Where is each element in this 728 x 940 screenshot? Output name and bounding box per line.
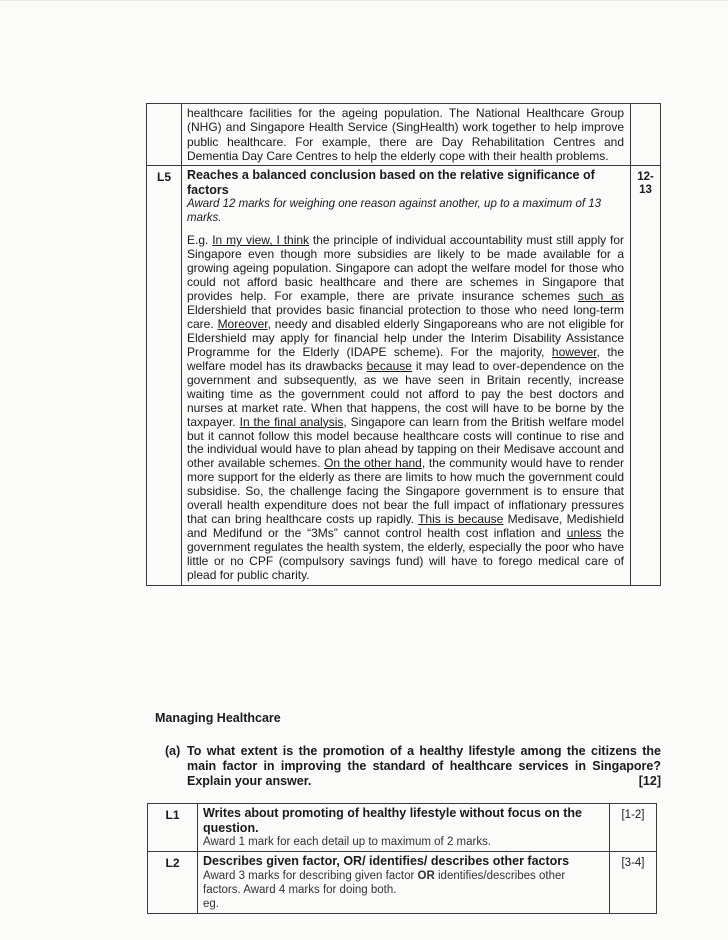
descriptor-cell [198, 852, 610, 914]
connective: In my view, I think [212, 233, 310, 248]
connective: such as [577, 289, 625, 303]
page-edge [0, 0, 728, 1]
question-label: (a) [165, 744, 181, 758]
connective: This is because [418, 512, 504, 527]
section-title: Managing Healthcare [155, 711, 281, 725]
level-label: L1 [148, 804, 198, 852]
level-criterion: Describes given factor, OR/ identifies/ describes other factors [203, 854, 570, 868]
connective: because [366, 358, 412, 373]
level-label: L5 [147, 166, 182, 586]
level-cell [147, 104, 182, 166]
descriptor-cell [198, 804, 610, 852]
example-label: eg. [203, 897, 219, 910]
award-instruction: Award 1 mark for each detail up to maximum of 2 marks. [203, 836, 492, 848]
table-row [147, 104, 661, 166]
level-criterion: Writes about promoting of healthy lifestyle without focus on the question. [203, 806, 582, 835]
marks-label: [1-2] [610, 804, 657, 852]
table-row [148, 804, 657, 852]
mark-scheme-table [147, 803, 657, 914]
connective: In the final analysis [239, 414, 344, 429]
table-row [147, 166, 661, 586]
table-row [148, 852, 657, 914]
descriptor-cell [182, 104, 631, 166]
question-text: To what extent is the promotion of a healthy lifestyle among the citizens the main factor in improving the standard of healthcare services in Singapore? Explain your answer. [187, 744, 661, 788]
exam-question [165, 744, 661, 789]
marks-cell [631, 104, 661, 166]
marks-label: [3-4] [610, 852, 657, 914]
level-criterion: Reaches a balanced conclusion based on the relative significance of factors [187, 168, 595, 197]
mark-scheme-table-continued [146, 103, 661, 586]
connective: however [551, 344, 597, 359]
marks-label: 12-13 [631, 166, 661, 586]
connective: unless [566, 526, 602, 541]
continuation-text: healthcare facilities for the ageing population. The National Healthcare Group (NHG) and Singapore Health Service (SingHealth) work together to help improve public healthcare. For example, there are Day Rehabilitation Centres and Dementia Day Care Centres to help the elderly cope with their health problems. [187, 106, 624, 163]
connective: On the other hand [324, 456, 422, 471]
sample-answer: E.g. In my view, I think the principle of individual accountability must still apply for Singapore even though more subsidies are likely to be made available for a growing ageing population. Singapore can adopt the welfare model for those who could not afford basic healthcare and there are schemes in Singapore that provides help. For example, there are private insurance schemes such as Eldershield that provides basic financial protection to those who need long-term care. Moreover, needy and disabled elderly Singaporeans who are not eligible for Eldershield may apply for financial help under the Interim Disability Assistance Programme for the Elderly (IDAPE scheme). For the majority, however, the welfare model has its drawbacks because it may lead to over-dependence on the government and subsequently, as we have seen in Britain recently, increase waiting time as the government could not afford to pay the best doctors and nurses at market rate. When that happens, the cost will have to be borne by the taxpayer. In the final analysis, Singapore can learn from the British welfare model but it cannot follow this model because healthcare costs will continue to rise and the individual would have to plan ahead by tapping on their Medisave account and other available schemes. On the other hand, the community would have to render more support for the elderly as there are limits to how much the government could subsidise. So, the challenge facing the Singapore government is to ensure that overall health expenditure does not bear the full impact of inflationary pressures that can bring healthcare costs up rapidly. This is because Medisave, Medishield and Medifund or the “3Ms” cannot control health cost inflation and unless the government regulates the health system, the elderly, especially the poor who have little or no CPF (compulsory savings fund) will have to forego medical care of plead for public charity. [187, 233, 625, 583]
descriptor-cell [182, 166, 631, 586]
level-label: L2 [148, 852, 198, 914]
question-marks: [12] [638, 774, 661, 788]
award-instruction: Award 3 marks for describing given factor OR identifies/describes other factors. Award 4 marks for doing both. [203, 869, 566, 896]
award-instruction: Award 12 marks for weighing one reason against another, up to a maximum of 13 marks. [187, 198, 602, 225]
connective: Moreover [217, 316, 268, 331]
